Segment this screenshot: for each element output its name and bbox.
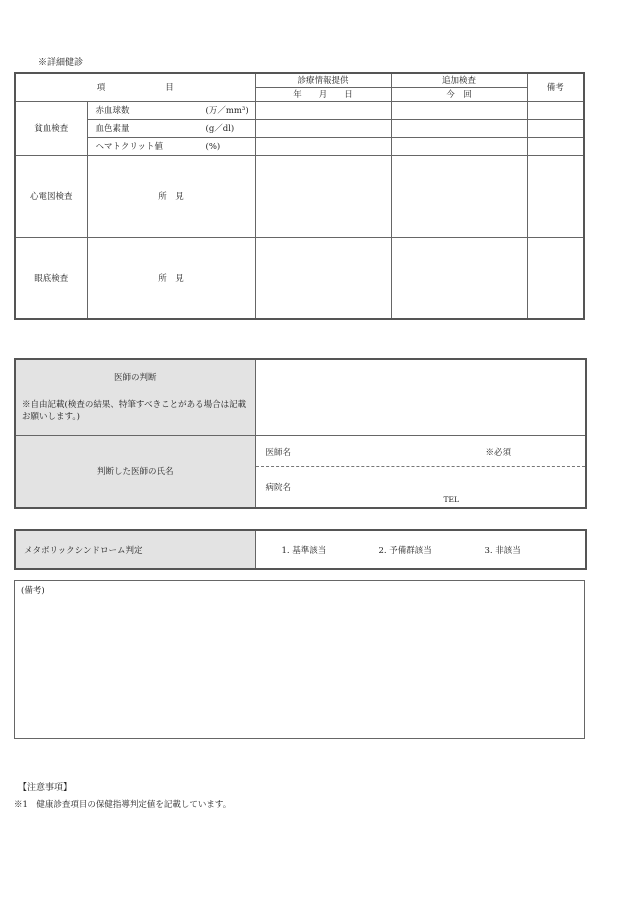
metabolic-option-3[interactable]: 3. 非該当 [484, 545, 521, 556]
judgment-note: ※自由記載(検査の結果、特筆すべきことがある場合は記載お願いします。) [22, 400, 247, 423]
ecg-remarks-cell[interactable] [527, 155, 584, 237]
ecg-extra-cell[interactable] [391, 155, 527, 237]
hospital-field-label: 病院名 [265, 482, 292, 493]
anemia-item-name: ヘマトクリット値 [95, 142, 163, 152]
ecg-label: 心電図検査 [15, 155, 87, 237]
doctor-name-row[interactable] [256, 436, 586, 467]
header-item-1: 項 [96, 83, 106, 94]
ecg-finding: 所 見 [87, 155, 255, 237]
anemia-item-unit: (g／dl) [205, 124, 235, 134]
notes-title: 【注意事項】 [18, 783, 73, 793]
anemia-hb-remarks-cell[interactable] [527, 119, 584, 137]
header-remarks: 備考 [527, 73, 584, 101]
anemia-item-unit: (%) [205, 142, 221, 152]
anemia-row-rbc [87, 101, 255, 119]
anemia-hct-info-cell[interactable] [255, 137, 391, 155]
doctor-info-cell [255, 435, 586, 508]
doctor-name-field-label: 医師名 [265, 447, 292, 458]
header-info-date: 年 月 日 [255, 87, 391, 101]
fundus-finding: 所 見 [87, 237, 255, 319]
anemia-item-name: 赤血球数 [95, 106, 130, 116]
anemia-rbc-remarks-cell[interactable] [527, 101, 584, 119]
header-item [15, 73, 255, 101]
fundus-extra-cell[interactable] [391, 237, 527, 319]
required-mark: ※必須 [485, 447, 512, 458]
anemia-hb-extra-cell[interactable] [391, 119, 527, 137]
header-info: 診療情報提供 [255, 73, 391, 87]
metabolic-syndrome-table [14, 529, 587, 570]
anemia-hb-info-cell[interactable] [255, 119, 391, 137]
anemia-hct-remarks-cell[interactable] [527, 137, 584, 155]
hospital-row[interactable] [256, 467, 586, 507]
anemia-row-hct [87, 137, 255, 155]
anemia-label: 貧血検査 [15, 101, 87, 155]
fundus-label: 眼底検査 [15, 237, 87, 319]
metabolic-option-1[interactable]: 1. 基準該当 [281, 545, 327, 556]
header-extra: 追加検査 [391, 73, 527, 87]
metabolic-label: メタボリックシンドローム判定 [15, 530, 255, 569]
anemia-hct-extra-cell[interactable] [391, 137, 527, 155]
ecg-info-cell[interactable] [255, 155, 391, 237]
judgment-title: 医師の判断 [113, 373, 157, 384]
anemia-item-name: 血色素量 [95, 124, 130, 134]
fundus-info-cell[interactable] [255, 237, 391, 319]
judgment-free-text[interactable] [255, 359, 586, 435]
remarks-label: (備考) [21, 586, 45, 596]
doctor-name-label: 判断した医師の氏名 [15, 435, 255, 508]
section-title: ※詳細健診 [38, 58, 84, 68]
detail-checkup-table [14, 72, 585, 320]
doctor-judgment-table [14, 358, 587, 509]
metabolic-option-2[interactable]: 2. 予備群該当 [378, 545, 432, 556]
anemia-rbc-extra-cell[interactable] [391, 101, 527, 119]
fundus-remarks-cell[interactable] [527, 237, 584, 319]
metabolic-options [255, 530, 586, 569]
tel-label: TEL [443, 494, 459, 504]
anemia-row-hb [87, 119, 255, 137]
anemia-rbc-info-cell[interactable] [255, 101, 391, 119]
remarks-box[interactable] [14, 580, 585, 739]
judgment-label-cell [15, 359, 255, 435]
notes-item: ※1 健康診査項目の保健指導判定値を記載しています。 [14, 800, 232, 810]
anemia-item-unit: (万／mm³) [205, 106, 249, 116]
header-item-2: 目 [165, 83, 174, 94]
header-extra-count: 今 回 [391, 87, 527, 101]
